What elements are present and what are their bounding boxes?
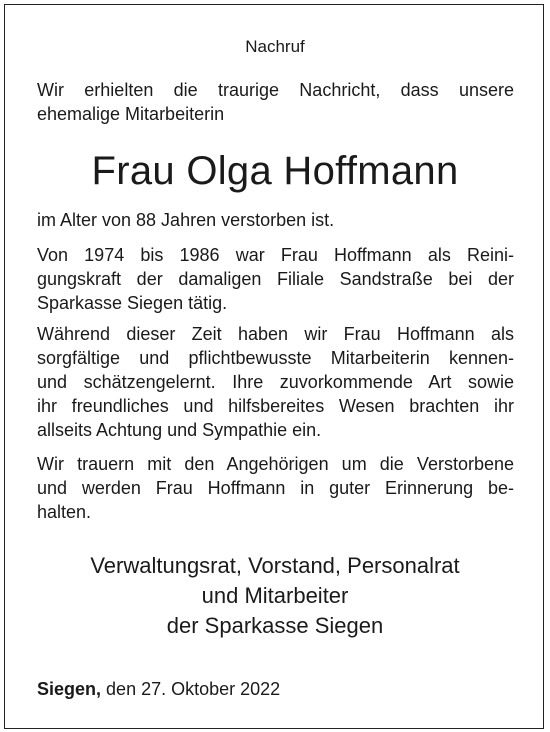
place-date-line	[37, 677, 280, 701]
text-line: Wir erhielten die traurige Nachricht, dass unsere	[37, 80, 514, 100]
text-line: im Alter von 88 Jahren verstorben ist.	[37, 210, 335, 230]
text-line: und werden Frau Hoffmann in guter Erinnerung be-	[37, 478, 514, 498]
tribute-paragraph	[37, 322, 514, 442]
intro-paragraph	[37, 78, 514, 126]
place-name: Siegen,	[37, 679, 102, 699]
text-line: halten.	[37, 502, 92, 522]
signature-line: und Mitarbeiter	[201, 583, 349, 608]
notice-heading: Nachruf	[245, 37, 305, 56]
mourning-paragraph	[37, 452, 514, 524]
text-line: Wir trauern mit den Angehörigen um die Verstorbene	[37, 454, 514, 474]
signature-line: Verwaltungsrat, Vorstand, Personalrat	[90, 553, 460, 578]
text-line: sorgfältige und pflichtbewusste Mitarbeiterin kennen-	[37, 348, 514, 368]
text-line: gungskraft der damaligen Filiale Sandstraße bei der	[37, 269, 514, 289]
text-line: Sparkasse Siegen tätig.	[37, 293, 228, 313]
text-line: Während dieser Zeit haben wir Frau Hoffmann als	[37, 324, 514, 344]
signature-block	[0, 551, 550, 641]
text-line: und schätzengelernt. Ihre zuvorkommende Art sowie	[37, 372, 514, 392]
text-line: ehemalige Mitarbeiterin	[37, 104, 225, 124]
age-paragraph	[37, 208, 514, 232]
text-line: ihr freundliches und hilfsbereites Wesen brachten ihr	[37, 396, 514, 416]
employment-paragraph	[37, 243, 514, 315]
text-line: Von 1974 bis 1986 war Frau Hoffmann als Reini-	[37, 245, 514, 265]
signature-line: der Sparkasse Siegen	[166, 613, 384, 638]
deceased-name: Frau Olga Hoffmann	[91, 149, 459, 193]
text-line: allseits Achtung und Sympathie ein.	[37, 420, 322, 440]
date-text: den 27. Oktober 2022	[106, 679, 281, 699]
